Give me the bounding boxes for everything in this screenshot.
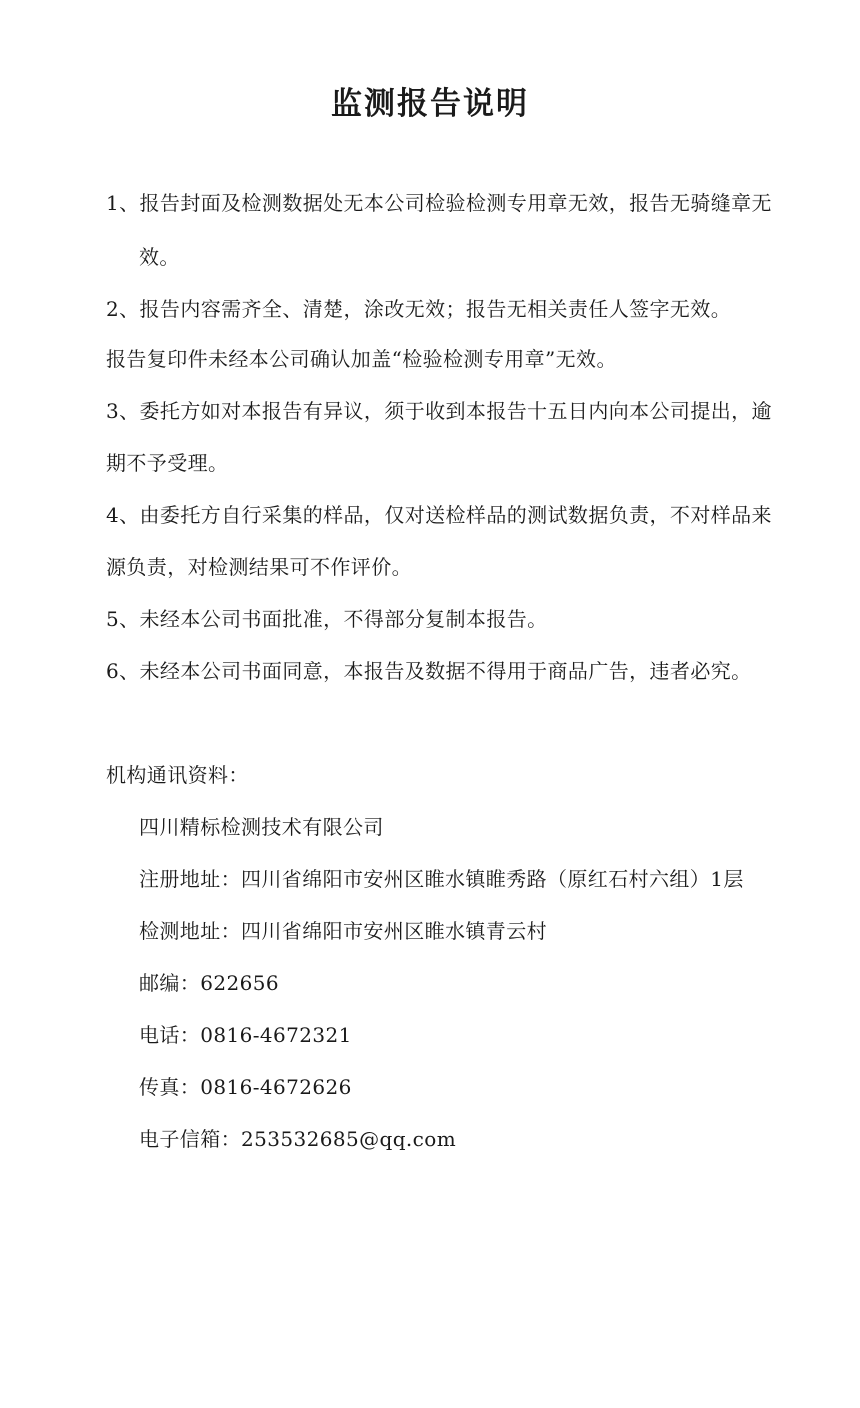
phone: 电话：0816-4672321 bbox=[139, 1023, 352, 1047]
page-title: 监测报告说明 bbox=[331, 86, 529, 122]
note-3-line-2: 期不予受理。 bbox=[106, 451, 229, 475]
fax: 传真：0816-4672626 bbox=[139, 1075, 352, 1099]
note-2-line-1: 2、报告内容需齐全、清楚，涂改无效；报告无相关责任人签字无效。 bbox=[106, 297, 732, 321]
testing-address: 检测地址：四川省绵阳市安州区睢水镇青云村 bbox=[139, 919, 547, 943]
postcode: 邮编：622656 bbox=[139, 971, 279, 995]
note-6: 6、未经本公司书面同意，本报告及数据不得用于商品广告，违者必究。 bbox=[106, 659, 752, 683]
note-2-line-2: 报告复印件未经本公司确认加盖“检验检测专用章”无效。 bbox=[106, 347, 617, 371]
note-1-line-1: 1、报告封面及检测数据处无本公司检验检测专用章无效，报告无骑缝章无 bbox=[106, 191, 772, 215]
note-5: 5、未经本公司书面批准，不得部分复制本报告。 bbox=[106, 607, 548, 631]
note-1-line-2: 效。 bbox=[139, 245, 180, 269]
email: 电子信箱：253532685@qq.com bbox=[139, 1127, 457, 1151]
company-name: 四川精标检测技术有限公司 bbox=[139, 815, 384, 839]
contact-heading: 机构通讯资料： bbox=[106, 763, 249, 787]
registered-address: 注册地址：四川省绵阳市安州区睢水镇睢秀路（原红石村六组）1层 bbox=[139, 867, 744, 891]
note-4-line-2: 源负责，对检测结果可不作评价。 bbox=[106, 555, 412, 579]
note-3-line-1: 3、委托方如对本报告有异议，须于收到本报告十五日内向本公司提出，逾 bbox=[106, 399, 772, 423]
note-4-line-1: 4、由委托方自行采集的样品，仅对送检样品的测试数据负责，不对样品来 bbox=[106, 503, 772, 527]
